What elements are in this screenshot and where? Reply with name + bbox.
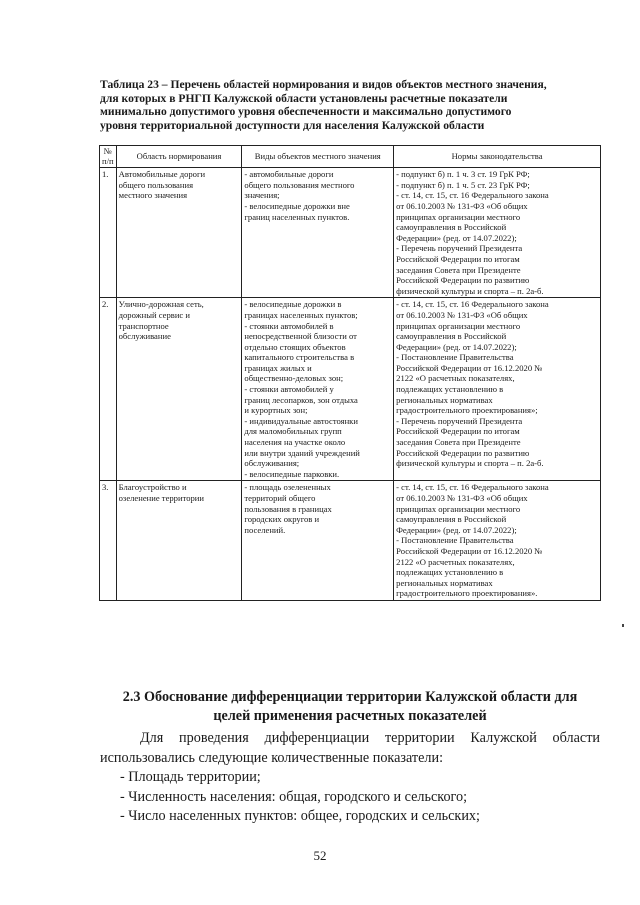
object-types-line: - стоянки автомобилей в xyxy=(244,320,334,331)
table-row xyxy=(100,298,601,481)
object-types-line: городских округов и xyxy=(244,514,320,525)
legislation-norms-line: подлежащих установлению в xyxy=(396,567,504,578)
norms-table xyxy=(99,145,601,601)
object-types-line: - площадь озелененных xyxy=(244,482,331,493)
legislation-norms-line: - Постановление Правительства xyxy=(396,352,514,363)
legislation-norms-line: физической культуры и спорта – п. 2а-б. xyxy=(396,458,544,469)
legislation-norms-line: градостроительного проектирования»; xyxy=(396,405,538,416)
object-types-line: отдельно стоящих объектов xyxy=(244,341,346,352)
legislation-norms-line: Российской Федерации по развитию xyxy=(396,447,530,458)
list-item: - Площадь территории; xyxy=(120,769,261,785)
legislation-norms-line: - ст. 14, ст. 15, ст. 16 Федерального закона xyxy=(396,299,549,310)
object-types-line: - велосипедные парковки. xyxy=(244,468,340,479)
legislation-norms-line: региональных нормативах xyxy=(396,394,493,405)
legislation-norms-line: - ст. 14, ст. 15, ст. 16 Федерального закона xyxy=(396,482,549,493)
legislation-norms-line: региональных нормативах xyxy=(396,577,493,588)
object-types-line: - велосипедные дорожки в xyxy=(244,299,342,310)
legislation-norms-line: - подпункт б) п. 1 ч. 5 ст. 23 ГрК РФ; xyxy=(396,179,530,190)
legislation-norms-line: - Перечень поручений Президента xyxy=(396,243,523,254)
object-types-line: - индивидуальные автостоянки xyxy=(244,415,358,426)
legislation-norms-line: Федерации» (ред. от 14.07.2022); xyxy=(396,232,517,243)
object-types-line: - велосипедные дорожки вне xyxy=(244,200,350,211)
legislation-norms-line: Федерации» (ред. от 14.07.2022); xyxy=(396,524,517,535)
regulation-area-line: Благоустройство и xyxy=(118,482,187,493)
object-types-line: населения на участке около xyxy=(244,437,346,448)
caption-line: уровня территориальной доступности для населения Калужской области xyxy=(100,118,485,132)
legislation-norms-line: Российской Федерации по развитию xyxy=(396,275,530,286)
legislation-norms-line: от 06.10.2003 № 131-ФЗ «Об общих xyxy=(396,309,528,320)
header-objects: Виды объектов местного значения xyxy=(242,146,394,168)
caption-line: минимально допустимого уровня обеспеченности и максимально допустимого xyxy=(100,105,512,119)
regulation-area-line: озеленение территории xyxy=(118,493,205,503)
legislation-norms-line: физической культуры и спорта – п. 2а-б. xyxy=(396,285,544,296)
object-types-line: границ населенных пунктов. xyxy=(244,211,350,222)
object-types-line: - стоянки автомобилей у xyxy=(244,384,334,395)
legislation-norms-line: Российской Федерации по итогам xyxy=(396,253,520,264)
legislation-norms-line: Российской Федерации от 16.12.2020 № xyxy=(396,545,543,556)
legislation-norms-line: подлежащих установлению в xyxy=(396,384,504,395)
list-item: - Численность населения: общая, городского и сельского; xyxy=(120,788,468,805)
legislation-norms-line: градостроительного проектирования». xyxy=(396,588,538,599)
row-number: 1. xyxy=(100,168,117,298)
object-types xyxy=(242,481,394,601)
legislation-norms-line: от 06.10.2003 № 131-ФЗ «Об общих xyxy=(396,200,528,211)
object-types-line: общественно-деловых зон; xyxy=(244,373,344,384)
legislation-norms-line: принципах организации местного xyxy=(396,211,521,222)
legislation-norms-line: от 06.10.2003 № 131-ФЗ «Об общих xyxy=(396,493,528,503)
table-row xyxy=(100,481,601,601)
object-types-line: - автомобильные дороги xyxy=(244,169,334,180)
regulation-area-line: дорожный сервис и xyxy=(118,309,190,320)
legislation-norms-line: - подпункт б) п. 1 ч. 3 ст. 19 ГрК РФ; xyxy=(396,169,530,180)
regulation-area-line: местного значения xyxy=(118,190,188,201)
table-header-row xyxy=(100,146,601,168)
object-types-line: границах жилых и xyxy=(244,362,312,373)
legislation-norms-line: - Постановление Правительства xyxy=(396,535,514,546)
legislation-norms-line: принципах организации местного xyxy=(396,503,521,514)
row-number: 2. xyxy=(100,298,117,481)
object-types-line: поселений. xyxy=(244,524,286,535)
object-types-line: значения; xyxy=(244,190,280,201)
legislation-norms-line: - ст. 14, ст. 15, ст. 16 Федерального закона xyxy=(396,190,549,201)
page-number: 52 xyxy=(313,848,327,863)
header-number: № п/п xyxy=(100,146,117,168)
object-types-line: территорий общего xyxy=(244,493,316,503)
object-types-line: непосредственной близости от xyxy=(244,331,357,342)
object-types-line: пользования в границах xyxy=(244,503,332,514)
legislation-norms xyxy=(394,481,601,601)
object-types-line: обслуживания; xyxy=(244,458,300,469)
body-text xyxy=(100,729,600,827)
legislation-norms xyxy=(394,168,601,298)
regulation-area xyxy=(116,481,242,601)
object-types-line: общего пользования местного xyxy=(244,179,355,190)
regulation-area-line: Автомобильные дороги xyxy=(118,169,206,180)
object-types-line: капитального строительства в xyxy=(244,352,355,363)
regulation-area xyxy=(116,298,242,481)
legislation-norms-line: заседания Совета при Президенте xyxy=(396,264,521,275)
header-area: Область нормирования xyxy=(116,146,242,168)
legislation-norms-line: Российской Федерации по итогам xyxy=(396,426,520,437)
legislation-norms-line: - Перечень поручений Президента xyxy=(396,415,523,426)
legislation-norms-line: заседания Совета при Президенте xyxy=(396,437,521,448)
legislation-norms xyxy=(394,298,601,481)
section-heading xyxy=(100,688,600,726)
legislation-norms-line: 2122 «О расчетных показателях, xyxy=(396,373,515,384)
legislation-norms-line: самоуправления в Российской xyxy=(396,331,507,342)
section-heading-line: целей применения расчетных показателей xyxy=(213,708,487,724)
object-types-line: и курортных зон; xyxy=(244,405,308,416)
regulation-area-line: общего пользования xyxy=(118,179,194,190)
legislation-norms-line: самоуправления в Российской xyxy=(396,514,507,525)
table-row xyxy=(100,168,601,298)
object-types-line: границ лесопарков, зон отдыха xyxy=(244,394,358,405)
regulation-area-line: транспортное xyxy=(118,320,169,331)
object-types-line: границах населенных пунктов; xyxy=(244,309,358,320)
caption-line: Таблица 23 – Перечень областей нормирования и видов объектов местного значения, xyxy=(100,78,547,91)
row-number: 3. xyxy=(100,481,117,601)
regulation-area-line: Улично-дорожная сеть, xyxy=(118,299,204,310)
legislation-norms-line: Федерации» (ред. от 14.07.2022); xyxy=(396,341,517,352)
legislation-norms-line: принципах организации местного xyxy=(396,320,521,331)
object-types-line: для маломобильных групп xyxy=(244,426,342,437)
section-heading-line: 2.3 Обоснование дифференциации территории Калужской области для xyxy=(122,689,578,705)
regulation-area xyxy=(116,168,242,298)
list-item: - Число населенных пунктов: общее, городских и сельских; xyxy=(120,808,480,824)
legislation-norms-line: 2122 «О расчетных показателях, xyxy=(396,556,515,567)
object-types xyxy=(242,298,394,481)
legislation-norms-line: Российской Федерации от 16.12.2020 № xyxy=(396,362,543,373)
regulation-area-line: обслуживание xyxy=(118,331,171,342)
intro-paragraph: Для проведения дифференциации территории Калужской области использовались следующие количественные показатели: xyxy=(100,730,600,766)
table-caption xyxy=(100,78,600,132)
scan-artifact xyxy=(622,624,624,627)
object-types xyxy=(242,168,394,298)
object-types-line: или внутри зданий учреждений xyxy=(244,447,360,458)
header-laws: Нормы законодательства xyxy=(394,146,601,168)
legislation-norms-line: самоуправления в Российской xyxy=(396,222,507,233)
caption-line: для которых в РНГП Калужской области установлены расчетные показатели xyxy=(100,91,508,105)
